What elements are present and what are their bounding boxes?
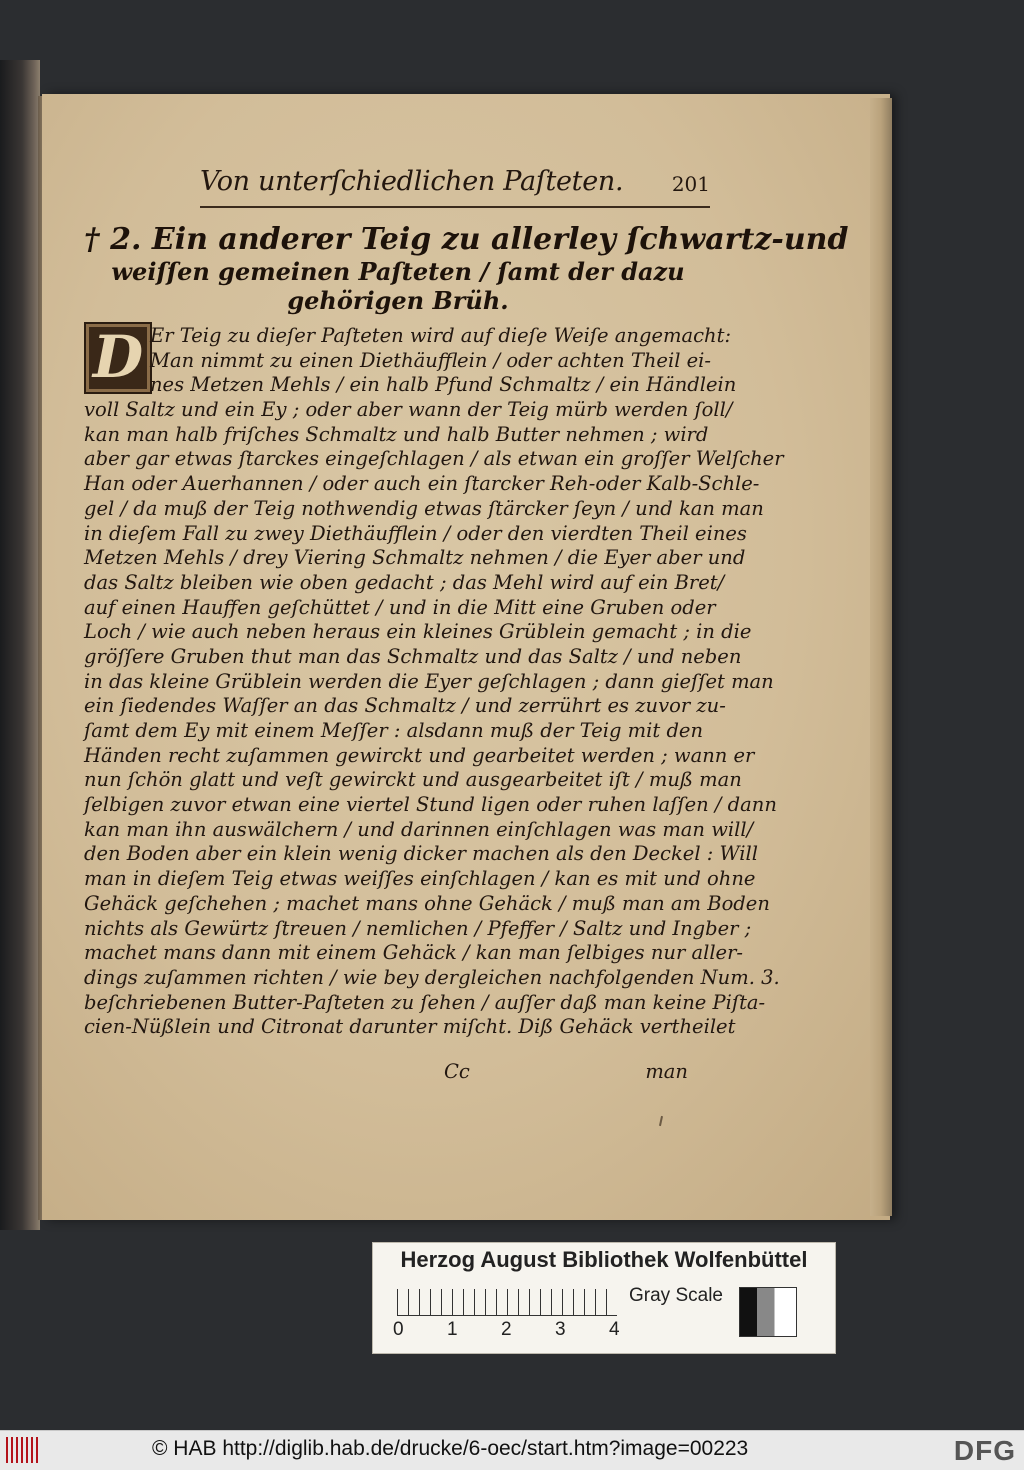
text-line: kan man halb friſches Schmaltz und halb Butter nehmen ; wird [84, 422, 709, 446]
text-line: cien-Nüßlein und Citronat darunter miſcht. Diß Gehäck vertheilet [84, 1015, 736, 1039]
text-line: ſamt dem Ey mit einem Meſſer : alsdann muß der Teig mit den [84, 719, 704, 742]
text-line: dings zuſammen richten / wie bey dergleichen nachfolgenden Num. 3. [84, 965, 780, 989]
scale-number: 4 [609, 1319, 620, 1340]
running-header [200, 166, 710, 206]
page-fore-edge [870, 98, 892, 1216]
text-line: gröſſere Gruben thut man das Schmaltz und das Saltz / und neben [84, 644, 742, 668]
text-line: auf einen Hauffen geſchüttet / und in die Mitt eine Gruben oder [84, 595, 716, 619]
text-line: Händen recht zuſammen gewirckt und gearbeitet werden ; wann er [84, 743, 755, 767]
book-spine [0, 60, 40, 1230]
text-line: das Saltz bleiben wie oben gedacht ; das Mehl wird auf ein Bret/ [84, 570, 725, 594]
footer-bar [0, 1430, 1024, 1470]
label-title: Herzog August Bibliothek Wolfenbüttel [400, 1247, 808, 1272]
text-line: voll Saltz und ein Ey ; oder aber wann der Teig mürb werden ſoll/ [84, 398, 733, 422]
text-line: in das kleine Grüblein werden die Eyer geſchlagen ; dann gieſſet man [84, 669, 774, 693]
text-line: gel / da muß der Teig nothwendig etwas ſtärcker ſeyn / und kan man [84, 496, 764, 520]
running-title: Von unterſchiedlichen Paſteten. [200, 166, 624, 197]
text-line: Man nimmt zu einen Diethäufflein / oder achten Theil ei- [150, 348, 712, 372]
scale-number: 2 [501, 1319, 512, 1340]
text-line: Er Teig zu dieſer Paſteten wird auf dieſe Weiſe angemacht: [150, 324, 732, 347]
text-line: beſchriebenen Butter-Paſteten zu ſehen / auſſer daß man keine Piſta- [84, 990, 766, 1014]
text-line: machet mans dann mit einem Gehäck / kan man ſelbiges nur aller- [84, 941, 744, 965]
text-line: in dieſem Fall zu zwey Diethäufflein / oder den vierdten Theil eines [84, 521, 747, 545]
signature-mark: Cc [444, 1060, 470, 1083]
text-line: kan man ihn auswälchern / und darinnen einſchlagen was man will/ [84, 817, 754, 841]
section-heading [84, 222, 849, 315]
heading-line: gehörigen Brüh. [287, 286, 509, 315]
text-line: nichts als Gewürtz ſtreuen / nemlichen / Pfeffer / Saltz und Ingber ; [84, 916, 752, 940]
body-text [84, 324, 784, 1040]
heading-line: weiſſen gemeinen Paſteten / ſamt der dazu [111, 257, 685, 286]
header-rule [200, 206, 710, 208]
gray-scale-swatch [739, 1287, 797, 1337]
text-line: nun ſchön glatt und veſt gewirckt und ausgearbeitet iſt / muß man [84, 768, 742, 792]
library-label [372, 1242, 836, 1354]
text-line: Metzen Mehls / drey Viering Schmaltz nehmen / die Eyer aber und [84, 546, 746, 570]
text-line: Gehäck geſchehen ; machet mans ohne Gehäck / muß man am Boden [84, 891, 770, 915]
decorated-initial: D [84, 322, 152, 394]
signature-row [84, 1060, 702, 1088]
catchword: man [645, 1060, 688, 1083]
scale-number: 0 [393, 1319, 404, 1340]
heading-line: † 2. Ein anderer Teig zu allerley ſchwartz-und [84, 222, 849, 257]
text-line: ſelbigen zuvor etwan eine viertel Stund ligen oder ruhen laſſen / dann [84, 793, 777, 817]
dfg-logo: DFG [953, 1435, 1016, 1466]
ruler-scale [391, 1285, 651, 1340]
text-line: Han oder Auerhannen / oder auch ein ſtarcker Reh-oder Kalb-Schle- [84, 472, 760, 496]
text-line: aber gar etwas ſtarckes eingeſchlagen / als etwan ein groſſer Welſcher [84, 447, 784, 471]
text-line: ein ſiedendes Waſſer an das Schmaltz / und zerrührt es zuvor zu- [84, 694, 726, 718]
ruler-ticks [397, 1289, 617, 1316]
text-line: den Boden aber ein klein wenig dicker machen als den Deckel : Will [84, 842, 758, 866]
scale-number: 3 [555, 1319, 566, 1340]
page-number: 201 [671, 172, 710, 196]
gray-scale-label: Gray Scale [629, 1285, 723, 1306]
footer-url[interactable]: © HAB http://diglib.hab.de/drucke/6-oec/start.htm?image=00223 [152, 1437, 749, 1460]
hab-barcode-icon [6, 1437, 40, 1463]
text-line: Loch / wie auch neben heraus ein kleines Grüblein gemacht ; in die [84, 620, 752, 644]
text-line: man in dieſem Teig etwas weiſſes einſchlagen / kan es mit und ohne [84, 867, 756, 891]
scale-number: 1 [447, 1319, 458, 1340]
text-line: nes Metzen Mehls / ein halb Pfund Schmaltz / ein Händlein [150, 373, 737, 397]
